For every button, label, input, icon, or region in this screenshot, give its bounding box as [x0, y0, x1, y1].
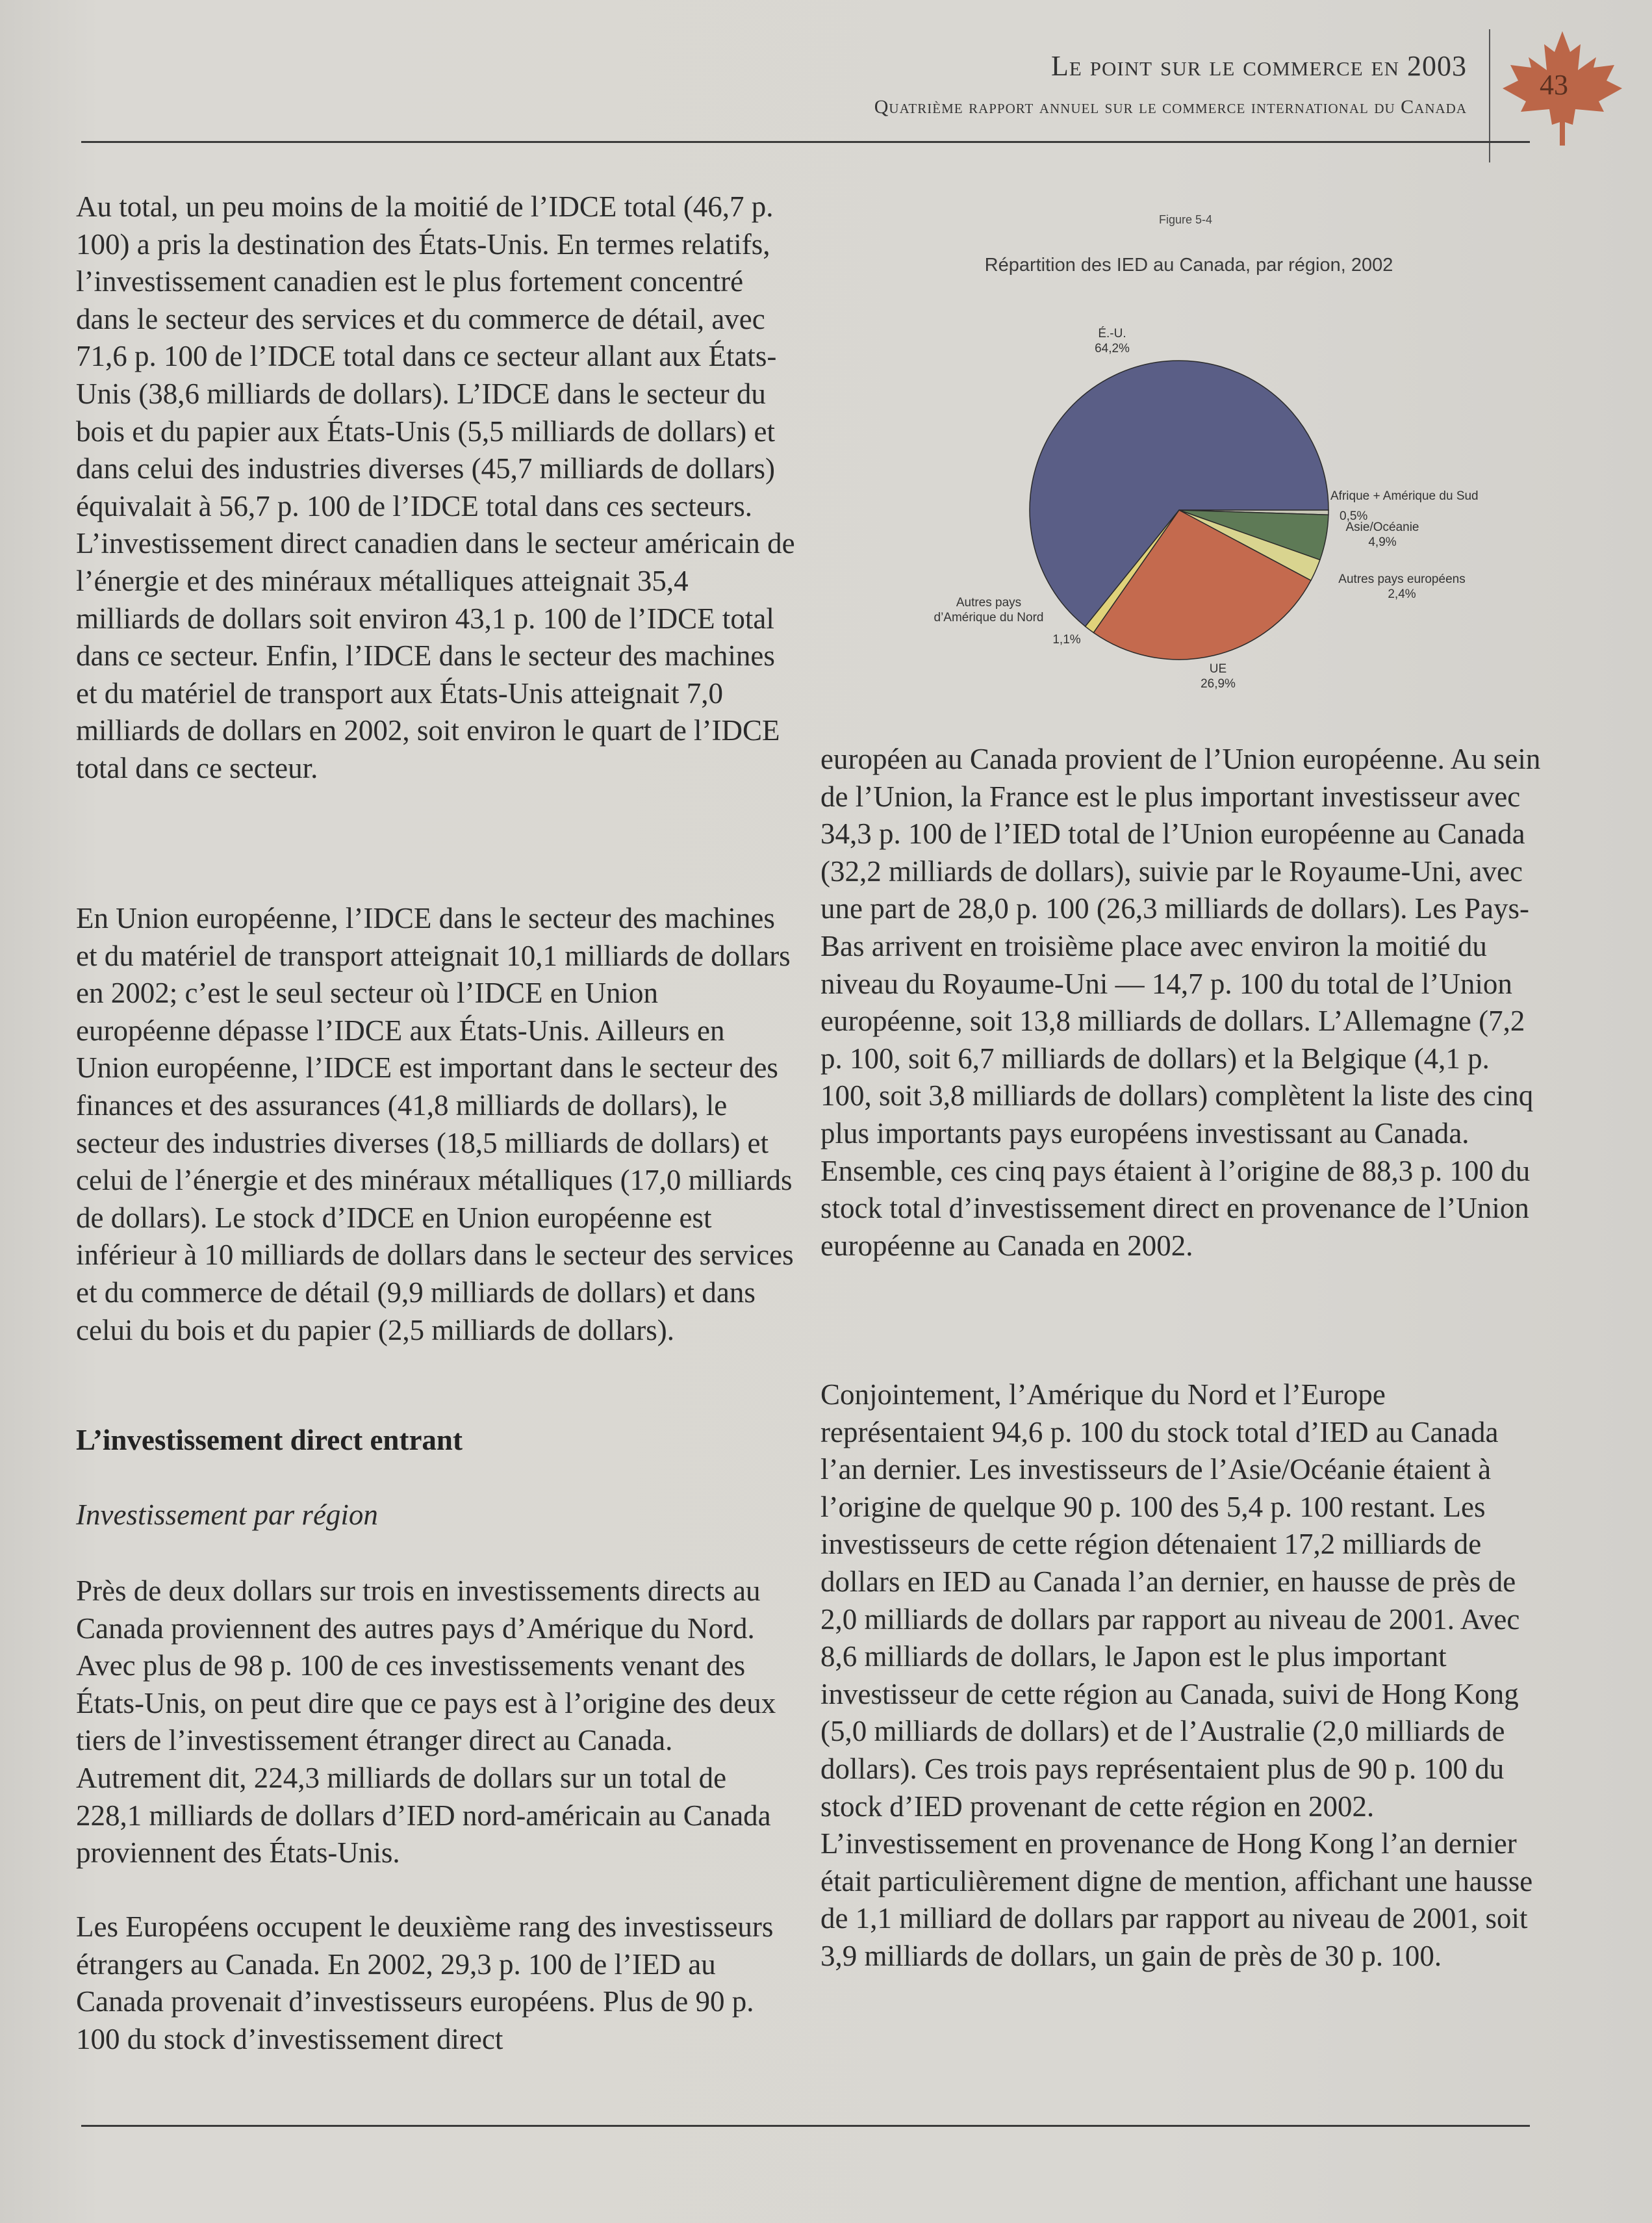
figure-label: Figure 5-4 — [1158, 213, 1213, 226]
label-other-europe-name: Autres pays européens — [1338, 572, 1466, 586]
right-paragraph-2-text: Conjointement, l’Amérique du Nord et l’Europe représentaient 94,6 p. 100 du stock total d’IED au Canada l’an dernier. Les investisseurs de l’Asie/Océanie étaient à l’origine de quelque 90 p. 100 des 5,4 p. 100 restant. Les investisseurs de cette région détenaient 17,2 milliards de dollars en IED au Canada l’an dernier, en hausse de près de 2,0 milliards de dollars par rapport au niveau de 2001. Avec 8,6 milliards de dollars, le Japon est le plus important investisseur de cette région au Canada, suivi de Hong Kong (5,0 milliards de dollars) et de l’Australie (2,0 milliards de dollars). Ces trois pays représentaient plus de 90 p. 100 du stock d’IED provenant de cette région en 2002. L’investissement en provenance de Hong Kong l’an dernier était particulièrement digne de mention, affichant une hausse de 1,1 milliard de dollars par rapport au niveau de 2001, soit 3,9 milliards de dollars, un gain de près de 30 p. 100. — [820, 1378, 1533, 1972]
left-paragraph-3 — [76, 1573, 797, 1872]
running-header-subtitle: Quatrième rapport annuel sur le commerce international du Canada — [874, 96, 1467, 118]
left-paragraph-1 — [76, 188, 797, 788]
left-paragraph-2 — [76, 900, 797, 1349]
label-eu-pct: 26,9% — [1201, 677, 1236, 691]
label-africa-pct: 0,5% — [1340, 509, 1368, 523]
pie-chart — [1023, 354, 1335, 666]
running-header-year: 2003 — [1407, 50, 1467, 82]
right-paragraph-2 — [820, 1376, 1542, 1975]
label-na-name-1: Autres pays — [956, 596, 1022, 610]
label-asia — [1337, 520, 1428, 550]
left-paragraph-2-text: En Union européenne, l’IDCE dans le secteur des machines et du matériel de transport atteignait 10,1 milliards de dollars en 2002; c’est le seul secteur où l’IDCE en Union européenne dépasse l’IDCE aux États-Unis. Ailleurs en Union européenne, l’IDCE est important dans le secteur des finances et des assurances (41,8 milliards de dollars), le secteur des industries diverses (18,5 milliards de dollars) et celui de l’énergie et des minéraux métalliques (17,0 milliards de dollars). Le stock d’IDCE en Union européenne est inférieur à 10 milliards de dollars dans le secteur des services et du commerce de détail (9,9 milliards de dollars) et dans celui du bois et du papier (2,5 milliards de dollars). — [76, 902, 794, 1346]
label-na-pct: 1,1% — [1052, 633, 1081, 647]
label-eu-name: UE — [1209, 662, 1227, 676]
footer-rule — [81, 2125, 1530, 2127]
label-us-name: É.-U. — [1098, 327, 1126, 341]
header-rule — [81, 141, 1530, 143]
figure-title: Répartition des IED au Canada, par région, 2002 — [984, 255, 1393, 276]
label-other-europe — [1324, 572, 1480, 602]
label-asia-name: Asie/Océanie — [1345, 520, 1419, 534]
label-us-pct: 64,2% — [1095, 342, 1130, 355]
left-paragraph-1-text: Au total, un peu moins de la moitié de l’IDCE total (46,7 p. 100) a pris la destination des États-Unis. En termes relatifs, l’investissement canadien est le plus fortement concentré dans le secteur des services et du commerce de détail, avec 71,6 p. 100 de l’IDCE total dans ce secteur allant aux États-Unis (38,6 milliards de dollars). L’IDCE dans le secteur du bois et du papier aux États-Unis (5,5 milliards de dollars) et dans celui des industries diverses (45,7 milliards de dollars) équivalait à 56,7 p. 100 de l’IDCE total dans ces secteurs. L’investissement direct canadien dans le secteur américain de l’énergie et des minéraux métalliques atteignait 35,4 milliards de dollars soit environ 43,1 p. 100 de l’IDCE total dans ce secteur. Enfin, l’IDCE dans le secteur des machines et du matériel de transport aux États-Unis atteignait 7,0 milliards de dollars en 2002, soit environ le quart de l’IDCE total dans ce secteur. — [76, 190, 795, 784]
running-header-title-text: Le point sur le commerce en — [1050, 50, 1399, 82]
label-us — [1060, 326, 1164, 356]
label-na-name-2: d’Amérique du Nord — [934, 611, 1044, 624]
section-subheading: Investissement par région — [76, 1498, 378, 1531]
section-heading: L’investissement direct entrant — [76, 1424, 463, 1456]
label-asia-pct: 4,9% — [1368, 535, 1397, 549]
label-eu — [1169, 662, 1267, 691]
left-paragraph-4 — [76, 1908, 797, 2058]
running-header-title — [1051, 49, 1467, 83]
page-number: 43 — [1540, 69, 1568, 101]
left-paragraph-3-text: Près de deux dollars sur trois en investissements directs au Canada proviennent des autres pays d’Amérique du Nord. Avec plus de 98 p. 100 de ces investissements venant des États-Unis, on peut dire que ce pays est à l’origine des deux tiers de l’investissement étranger direct au Canada. Autrement dit, 224,3 milliards de dollars sur un total de 228,1 milliards de dollars d’IED nord-américain au Canada proviennent des États-Unis. — [76, 1574, 776, 1870]
right-paragraph-1 — [820, 741, 1542, 1265]
label-other-europe-pct: 2,4% — [1388, 587, 1416, 601]
left-paragraph-4-text: Les Européens occupent le deuxième rang des investisseurs étrangers au Canada. En 2002, 29,3 p. 100 de l’IED au Canada provenait d’investisseurs européens. Plus de 90 p. 100 du stock d’investissement direct — [76, 1910, 774, 2055]
right-paragraph-1-text: européen au Canada provient de l’Union européenne. Au sein de l’Union, la France est le plus important investisseur avec 34,3 p. 100 de l’IED total de l’Union européenne au Canada (32,2 milliards de dollars), suivie par le Royaume-Uni, avec une part de 28,0 p. 100 (26,3 milliards de dollars). Les Pays-Bas arrivent en troisième place avec environ la moitié du niveau du Royaume-Uni — 14,7 p. 100 du total de l’Union européenne, soit 13,8 milliards de dollars. L’Allemagne (7,2 p. 100, soit 6,7 milliards de dollars) et la Belgique (4,1 p. 100, soit 3,8 milliards de dollars) complètent la liste des cinq plus importants pays européens investissant au Canada. Ensemble, ces cinq pays étaient à l’origine de 88,3 p. 100 du stock total d’investissement direct en provenance de l’Union européenne au Canada en 2002. — [820, 743, 1541, 1262]
label-africa-name: Afrique + Amérique du Sud — [1330, 489, 1479, 503]
label-other-north-america — [930, 595, 1047, 625]
